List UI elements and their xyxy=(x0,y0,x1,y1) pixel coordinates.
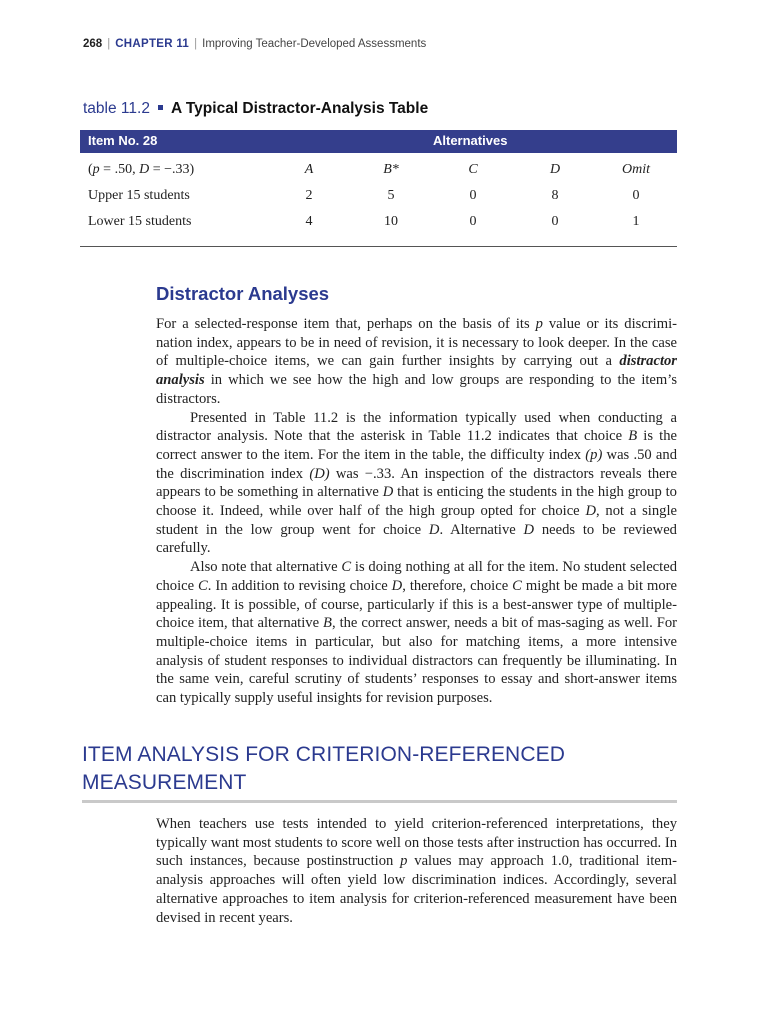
chapter-label: CHAPTER 11 xyxy=(115,38,190,50)
header-divider: | xyxy=(107,38,111,50)
body-text xyxy=(156,815,677,927)
table-bottom-rule xyxy=(80,246,677,247)
table-cell: 0 xyxy=(551,214,559,229)
table-caption: A Typical Distractor-Analysis Table xyxy=(170,100,429,117)
main-heading xyxy=(82,741,677,797)
table-row xyxy=(80,188,677,208)
table-cell: 1 xyxy=(632,214,640,229)
stats-label: (p = .50, D = −.33) xyxy=(88,162,195,177)
row-label: Lower 15 students xyxy=(88,214,192,229)
header-divider: | xyxy=(194,38,198,50)
page-number: 268 xyxy=(83,38,103,50)
body-text xyxy=(156,315,677,708)
table-cell: 10 xyxy=(384,214,398,229)
key-term: distractor analysis xyxy=(156,353,677,389)
row-label: Upper 15 students xyxy=(88,188,190,203)
paragraph: When teachers use tests intended to yield criterion-referenced interpretations, they typically want most students to score well on those tests after instruction has occurred. In such instances, because postinstruction p values may approach 1.0, traditional item-analysis approaches will often yield low discrimination indices. Accordingly, several alternative approaches to item analysis for criterion-referenced measurement have been devised in recent years. xyxy=(156,816,677,926)
column-label-b: B* xyxy=(383,162,399,177)
table-cell: 0 xyxy=(469,188,477,203)
column-label-omit: Omit xyxy=(622,162,650,177)
table-cell: 0 xyxy=(632,188,640,203)
main-heading-line: ITEM ANALYSIS FOR CRITERION-REFERENCED xyxy=(82,743,565,766)
column-label-d: D xyxy=(549,162,561,177)
paragraph: Presented in Table 11.2 is the information typically used when conducting a distractor analysis. Note that the asterisk in Table 11.2 indicates that choice B is the correct answer to the item. For the item in the table, the difficulty index (p) was .50 and the discrimination index (D) was −.33. An inspection of the distractors reveals there appears to be something in alternative D that is enticing the students in the high group to choose it. Indeed, while over half of the high group opted for choice D, not a single student in the low group went for choice D. Alternative D needs to be reviewed carefully. xyxy=(156,409,677,557)
column-label-c: C xyxy=(468,162,478,177)
bullet-square-icon xyxy=(158,105,163,110)
column-label-a: A xyxy=(304,162,314,177)
table-row xyxy=(80,214,677,234)
main-heading-line: MEASUREMENT xyxy=(82,771,247,794)
heading-rule xyxy=(82,800,677,803)
chapter-title: Improving Teacher-Developed Assessments xyxy=(202,38,427,50)
running-header xyxy=(83,38,426,50)
table-cell: 5 xyxy=(387,188,395,203)
paragraph: Also note that alternative C is doing nothing at all for the item. No student selected choice C. In addition to revising choice D, therefore, choice C might be made a bit more appealing. It is possible, of course, particularly if this is a best-answer type of multiple-choice item, that alternative B, the correct answer, needs a bit of mas-saging as well. For multiple-choice items in particular, but also for matching items, a more intensive analysis of student responses to individual distractors can frequently be illuminating. In the same vein, careful scrutiny of students’ responses to essay and short-answer items can typically supply useful insights for revision purposes. xyxy=(156,559,677,707)
header-item-number: Item No. 28 xyxy=(88,133,158,148)
header-alternatives: Alternatives xyxy=(433,133,508,148)
section-heading: Distractor Analyses xyxy=(156,283,330,304)
table-cell: 2 xyxy=(305,188,313,203)
table-title xyxy=(83,100,428,118)
table-cell: 8 xyxy=(551,188,559,203)
table-cell: 0 xyxy=(469,214,477,229)
table-row-stats xyxy=(80,162,677,182)
table-label: table 11.2 xyxy=(83,100,150,117)
paragraph: For a selected-response item that, perhaps on the basis of its p value or its discrimi-nation index, appears to be in need of revision, it is necessary to look deeper. In the case of multiple-choice items, we can gain further insights by carrying out a distractor analysis in which we see how the high and low groups are responding to the item’s distractors. xyxy=(156,316,677,407)
table-cell: 4 xyxy=(305,214,313,229)
table-header-row xyxy=(80,130,677,153)
